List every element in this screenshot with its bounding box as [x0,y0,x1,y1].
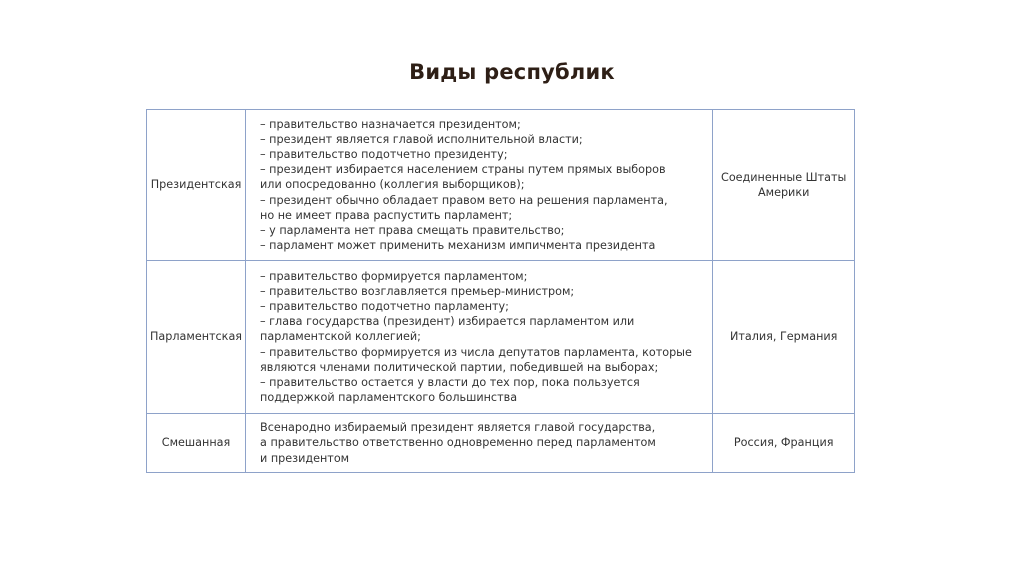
feature-line: – у парламента нет права смещать правительство; [260,224,565,237]
features-cell [246,110,713,261]
examples-cell [713,110,855,261]
examples-cell [713,261,855,414]
feature-line: а правительство ответственно одновременно перед парламентом [260,436,656,450]
feature-line: – парламент может применить механизм импичмента президента [260,239,656,253]
type-cell: Парламентская [147,261,246,414]
feature-line: парламентской коллегией; [260,330,421,344]
feature-line: или опосредованно (коллегия выборщиков); [260,178,525,192]
example-line: Италия, Германия [729,330,838,344]
feature-line: – правительство формируется из числа депутатов парламента, которые [260,345,692,359]
feature-line: – президент избирается населением страны путем прямых выборов [260,163,666,177]
features-cell [246,261,713,414]
feature-line: но не имеет права распустить парламент; [260,208,513,222]
examples-cell [713,414,855,473]
example-line: Россия, Франция [733,436,834,450]
feature-line: Всенародно избираемый президент является главой государства, [260,421,656,435]
type-cell: Президентская [147,110,246,261]
feature-line: – правительство подотчетно президенту; [260,147,508,161]
feature-line: – глава государства (президент) избирается парламентом или [260,315,635,329]
feature-line: являются членами политической партии, победившей на выборах; [260,360,659,374]
example-line: Америки [757,186,810,199]
type-cell: Смешанная [147,414,246,473]
feature-line: и президентом [260,451,350,465]
feature-line: – правительство назначается президентом; [260,117,521,131]
feature-line: – правительство формируется парламентом; [260,269,528,283]
feature-line: – президент обычно обладает правом вето на решения парламента, [260,193,668,207]
feature-line: – правительство подотчетно парламенту; [260,299,509,313]
republic-types-table [146,109,855,473]
feature-line: поддержкой парламентского большинства [260,391,518,405]
table-row-presidential [147,110,855,261]
feature-line: – президент является главой исполнительной власти; [260,132,583,146]
slide-title: Виды республик [409,60,615,84]
example-line: Соединенные Штаты [721,170,847,184]
table-row-parliamentary [147,261,855,414]
table-row-mixed [147,414,855,473]
feature-line: – правительство возглавляется премьер-министром; [260,284,575,298]
features-cell [246,414,713,473]
feature-line: – правительство остается у власти до тех пор, пока пользуется [260,376,640,389]
